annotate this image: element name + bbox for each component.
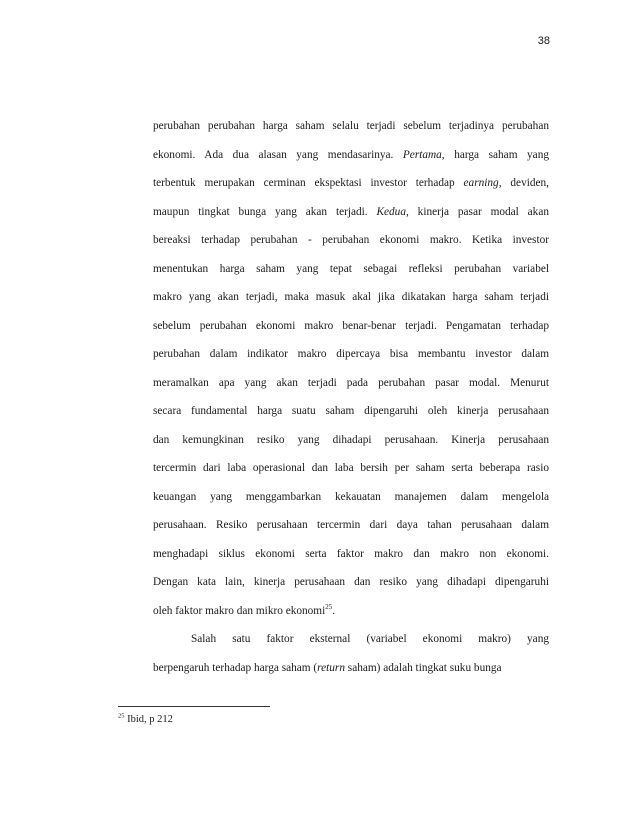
text-segment: Salah satu faktor eksternal (variabel ekonomi makro) yang: [191, 633, 549, 645]
text-segment: sebelum perubahan ekonomi makro benar-benar terjadi. Pengamatan terhadap: [153, 319, 549, 332]
text-segment: kinerja pasar modal akan: [408, 205, 549, 218]
text-segment: oleh faktor makro dan mikro ekonomi: [153, 604, 326, 617]
text-line: [153, 340, 549, 369]
footnote: [118, 714, 173, 725]
text-segment: perubahan dalam indikator makro dipercaya bisa membantu investor dalam: [153, 348, 549, 360]
text-line: [153, 169, 549, 198]
text-segment: maupun tingkat bunga yang akan terjadi.: [153, 205, 377, 218]
text-segment: .: [332, 604, 336, 617]
text-segment: Pertama,: [402, 148, 445, 161]
text-segment: berpengaruh terhadap harga saham (: [153, 661, 318, 674]
text-line: [153, 454, 549, 483]
text-line: [153, 198, 549, 227]
text-line: [153, 369, 549, 398]
text-segment: meramalkan apa yang akan terjadi pada perubahan pasar modal. Menurut: [153, 376, 549, 389]
text-segment: secara fundamental harga suatu saham dipengaruhi oleh kinerja perusahaan: [153, 405, 549, 417]
text-line: [153, 654, 549, 683]
text-segment: saham) adalah tingkat suku bunga: [344, 661, 502, 674]
text-line: [153, 568, 549, 597]
footnote-text: Ibid, p 212: [124, 714, 173, 725]
footnote-divider: [118, 706, 270, 707]
text-line: [153, 112, 549, 141]
text-segment: perubahan perubahan harga saham selalu terjadi sebelum terjadinya perubahan: [153, 120, 549, 132]
text-segment: deviden,: [501, 177, 549, 189]
text-line: [153, 312, 549, 341]
text-segment: makro yang akan terjadi, maka masuk akal jika dikatakan harga saham terjadi: [153, 291, 549, 303]
text-segment: harga saham yang: [444, 148, 549, 161]
text-segment: dan kemungkinan resiko yang dihadapi perusahaan. Kinerja perusahaan: [153, 433, 549, 446]
text-segment: keuangan yang menggambarkan kekauatan manajemen dalam mengelola: [153, 490, 549, 503]
text-line: [153, 540, 549, 569]
page-number: 38: [537, 35, 550, 47]
text-line: [153, 397, 549, 426]
footnote-marker: 25: [118, 712, 125, 720]
text-line: [153, 511, 549, 540]
text-segment: ekonomi. Ada dua alasan yang mendasarinya.: [153, 148, 403, 161]
text-segment: earning,: [463, 177, 502, 189]
text-segment: tercermin dari laba operasional dan laba bersih per saham serta beberapa rasio: [153, 462, 549, 474]
text-segment: bereaksi terhadap perubahan - perubahan ekonomi makro. Ketika investor: [153, 234, 549, 246]
text-segment: menghadapi siklus ekonomi serta faktor makro dan makro non ekonomi.: [153, 547, 549, 560]
text-line: [153, 255, 549, 284]
text-line: [153, 625, 549, 654]
text-segment: return: [317, 661, 345, 674]
text-line: [153, 597, 549, 626]
text-line: [153, 141, 549, 170]
body-text: [153, 112, 549, 682]
text-segment: Kedua,: [376, 205, 409, 218]
text-line: [153, 283, 549, 312]
text-segment: terbentuk merupakan cerminan ekspektasi investor terhadap: [153, 177, 464, 189]
text-segment: menentukan harga saham yang tepat sebagai refleksi perubahan variabel: [153, 262, 549, 275]
text-line: [153, 483, 549, 512]
text-segment: perusahaan. Resiko perusahaan tercermin dari daya tahan perusahaan dalam: [153, 519, 549, 531]
text-segment: Dengan kata lain, kinerja perusahaan dan resiko yang dihadapi dipengaruhi: [153, 576, 549, 588]
text-line: [153, 426, 549, 455]
text-line: [153, 226, 549, 255]
footnote-reference: 25: [325, 602, 333, 611]
